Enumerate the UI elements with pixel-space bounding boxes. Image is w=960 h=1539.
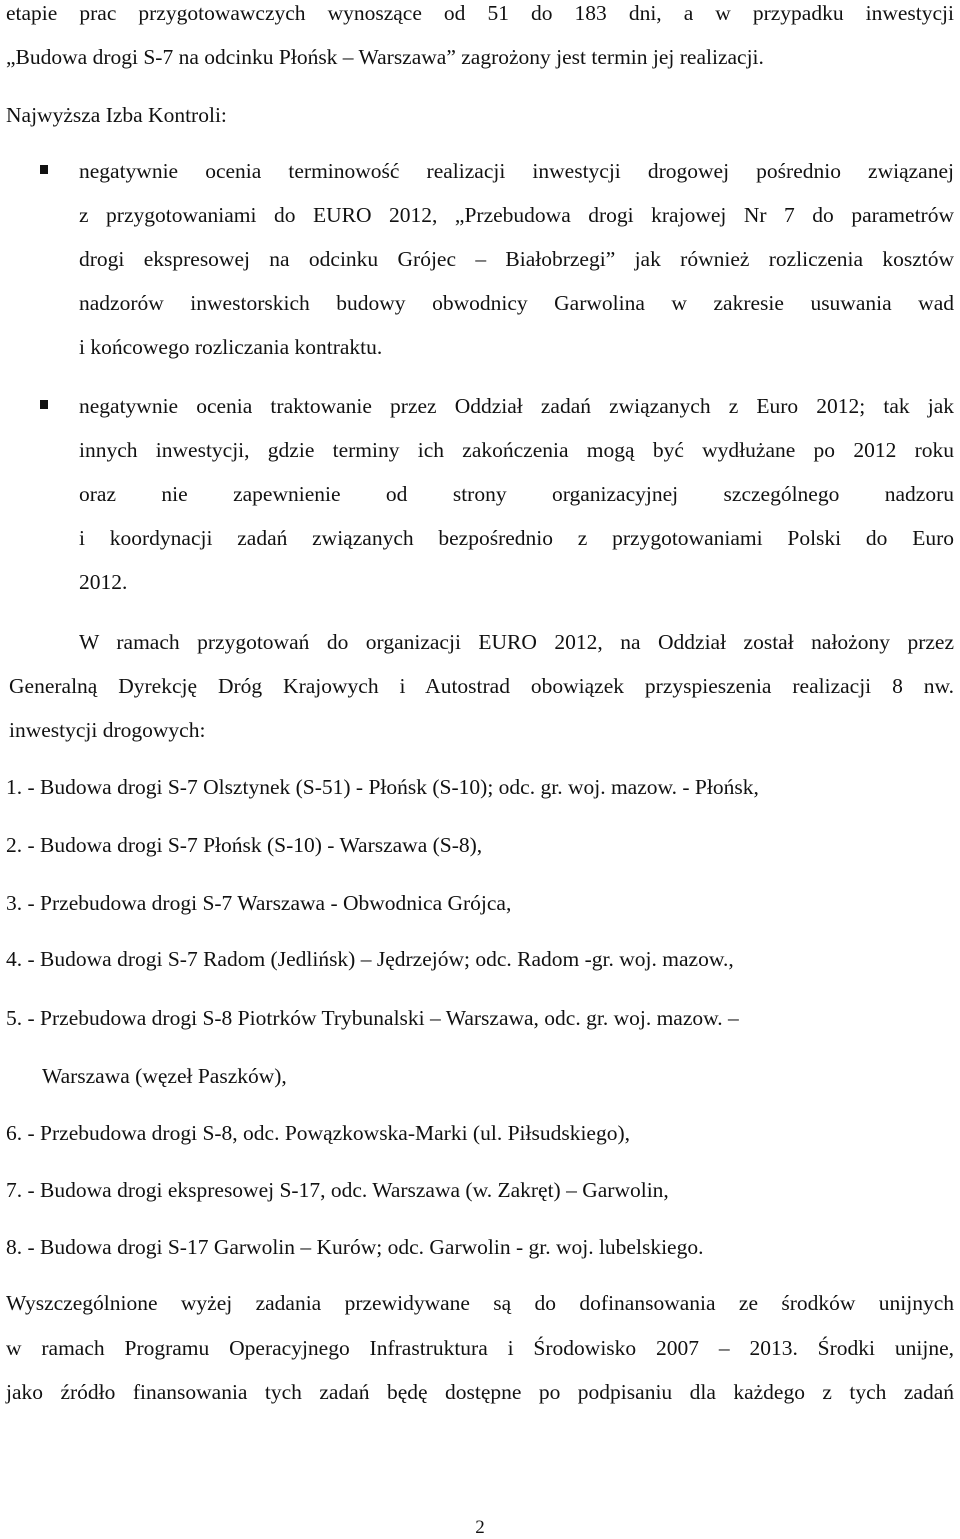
funding-line: jako źródło finansowania tych zadań będę dostępne po podpisaniu dla każdego z tych zadań <box>6 1380 954 1404</box>
investment-item: 7. - Budowa drogi ekspresowej S-17, odc. Warszawa (w. Zakręt) – Garwolin, <box>6 1178 669 1202</box>
funding-line: w ramach Programu Operacyjnego Infrastruktura i Środowisko 2007 – 2013. Środki unijne, <box>6 1336 954 1360</box>
obligation-line: W ramach przygotowań do organizacji EURO 2012, na Oddział został nałożony przez <box>79 630 954 654</box>
bullet-2-line: innych inwestycji, gdzie terminy ich zakończenia mogą być wydłużane po 2012 roku <box>79 438 954 462</box>
obligation-line: Generalną Dyrekcję Dróg Krajowych i Autostrad obowiązek przyspieszenia realizacji 8 nw. <box>9 674 954 698</box>
intro-line: etapie prac przygotowawczych wynoszące od 51 do 183 dni, a w przypadku inwestycji <box>6 1 954 25</box>
investment-item: 4. - Budowa drogi S-7 Radom (Jedlińsk) – Jędrzejów; odc. Radom -gr. woj. mazow., <box>6 947 734 971</box>
bullet-marker <box>40 400 48 409</box>
investment-item: 3. - Przebudowa drogi S-7 Warszawa - Obwodnica Grójca, <box>6 891 512 915</box>
investment-item: 2. - Budowa drogi S-7 Płońsk (S-10) - Warszawa (S-8), <box>6 833 483 857</box>
bullet-2-line: negatywnie ocenia traktowanie przez Oddział zadań związanych z Euro 2012; tak jak <box>79 394 954 418</box>
bullet-1-line: i końcowego rozliczania kontraktu. <box>79 335 383 359</box>
bullet-2-line: oraz nie zapewnienie od strony organizacyjnej szczególnego nadzoru <box>79 482 954 506</box>
bullet-marker <box>40 165 48 174</box>
investment-item: 5. - Przebudowa drogi S-8 Piotrków Trybunalski – Warszawa, odc. gr. woj. mazow. – <box>6 1006 739 1030</box>
page-number: 2 <box>475 1517 485 1538</box>
bullet-1-line: negatywnie ocenia terminowość realizacji inwestycji drogowej pośrednio związanej <box>79 159 954 183</box>
nik-heading: Najwyższa Izba Kontroli: <box>6 103 227 127</box>
intro-line: „Budowa drogi S-7 na odcinku Płońsk – Warszawa” zagrożony jest termin jej realizacji. <box>6 45 764 69</box>
investment-item: 6. - Przebudowa drogi S-8, odc. Powązkowska-Marki (ul. Piłsudskiego), <box>6 1121 631 1145</box>
investment-item: 8. - Budowa drogi S-17 Garwolin – Kurów; odc. Garwolin - gr. woj. lubelskiego. <box>6 1235 704 1259</box>
bullet-2-line: i koordynacji zadań związanych bezpośrednio z przygotowaniami Polski do Euro <box>79 526 954 550</box>
obligation-line: inwestycji drogowych: <box>9 718 206 742</box>
bullet-1-line: z przygotowaniami do EURO 2012, „Przebudowa drogi krajowej Nr 7 do parametrów <box>79 203 954 227</box>
bullet-1-line: drogi ekspresowej na odcinku Grójec – Białobrzegi” jak również rozliczenia kosztów <box>79 247 954 271</box>
investment-item: 1. - Budowa drogi S-7 Olsztynek (S-51) - Płońsk (S-10); odc. gr. woj. mazow. - Płońsk, <box>6 775 759 799</box>
bullet-1-line: nadzorów inwestorskich budowy obwodnicy Garwolina w zakresie usuwania wad <box>79 291 954 315</box>
funding-line: Wyszczególnione wyżej zadania przewidywane są do dofinansowania ze środków unijnych <box>6 1291 954 1315</box>
investment-item-continuation: Warszawa (węzeł Paszków), <box>42 1064 287 1088</box>
bullet-2-line: 2012. <box>79 570 128 594</box>
